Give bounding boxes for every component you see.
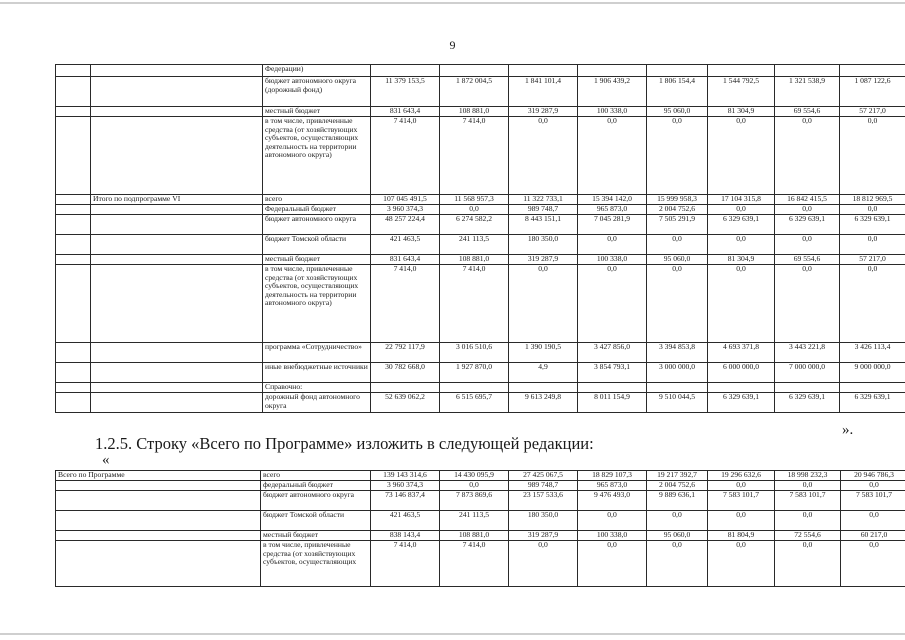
row-label-cell: бюджет автономного округа [261, 491, 371, 511]
row-label-cell: всего [263, 195, 371, 205]
value-cell: 81 804,9 [708, 531, 775, 541]
value-cell: 7 414,0 [371, 541, 440, 587]
value-cell: 0,0 [708, 265, 775, 343]
value-cell: 69 554,6 [775, 107, 840, 117]
page-number: 9 [449, 38, 456, 52]
value-cell: 3 394 853,8 [647, 343, 708, 363]
value-cell: 0,0 [578, 265, 647, 343]
value-cell: 1 087 122,6 [840, 77, 905, 107]
row-group-cell [56, 511, 261, 531]
blank-cell [56, 117, 91, 195]
value-cell: 9 889 636,1 [647, 491, 708, 511]
value-cell [440, 65, 509, 77]
value-cell: 831 643,4 [371, 107, 440, 117]
value-cell [775, 65, 840, 77]
opening-quote: « [102, 452, 110, 468]
value-cell: 831 643,4 [371, 255, 440, 265]
value-cell: 81 304,9 [708, 255, 775, 265]
row-group-cell [91, 255, 263, 265]
table-row [56, 77, 905, 107]
row-label-cell: местный бюджет [263, 255, 371, 265]
value-cell [509, 65, 578, 77]
value-cell: 965 873,0 [578, 481, 647, 491]
value-cell: 3 960 374,3 [371, 205, 440, 215]
value-cell: 7 414,0 [371, 265, 440, 343]
blank-cell [56, 77, 91, 107]
budget-table-subprogram-vi [55, 64, 905, 413]
value-cell: 3 426 113,4 [840, 343, 905, 363]
value-cell: 1 321 538,9 [775, 77, 840, 107]
value-cell [371, 65, 440, 77]
value-cell: 0,0 [840, 265, 905, 343]
table-row [56, 195, 905, 205]
table-row [56, 205, 905, 215]
value-cell: 0,0 [708, 235, 775, 255]
value-cell: 6 329 639,1 [840, 393, 905, 413]
row-label-cell: Федеральный бюджет [263, 205, 371, 215]
blank-cell [56, 363, 91, 383]
blank-cell [56, 215, 91, 235]
row-label-cell: в том числе, привлеченные средства (от хозяйствующих субъектов, осуществляющих деятельность на территории автономного округа) [263, 265, 371, 343]
value-cell: 2 004 752,6 [647, 481, 708, 491]
row-group-cell [91, 215, 263, 235]
row-group-cell [91, 107, 263, 117]
table-row [56, 471, 905, 481]
value-cell: 108 881,0 [440, 255, 509, 265]
value-cell: 0,0 [775, 481, 841, 491]
value-cell: 0,0 [775, 511, 841, 531]
blank-cell [56, 265, 91, 343]
row-group-cell [91, 343, 263, 363]
value-cell: 6 329 639,1 [840, 215, 905, 235]
row-label-cell: дорожный фонд автономного округа [263, 393, 371, 413]
blank-cell [56, 65, 91, 77]
value-cell: 17 104 315,8 [708, 195, 775, 205]
value-cell: 0,0 [509, 265, 578, 343]
blank-cell [56, 383, 91, 393]
value-cell: 6 329 639,1 [775, 393, 840, 413]
blank-cell [56, 205, 91, 215]
value-cell [578, 65, 647, 77]
table-row [56, 541, 905, 587]
value-cell: 95 060,0 [647, 255, 708, 265]
value-cell: 11 322 733,1 [509, 195, 578, 205]
row-label-cell: в том числе, привлеченные средства (от хозяйствующих субъектов, осуществляющих деятельность на территории автономного округа) [263, 117, 371, 195]
value-cell: 0,0 [647, 511, 708, 531]
value-cell: 3 960 374,3 [371, 481, 440, 491]
value-cell: 965 873,0 [578, 205, 647, 215]
row-group-cell [56, 481, 261, 491]
value-cell: 4,9 [509, 363, 578, 383]
value-cell: 2 004 752,6 [647, 205, 708, 215]
value-cell: 0,0 [647, 541, 708, 587]
value-cell [647, 65, 708, 77]
value-cell: 1 806 154,4 [647, 77, 708, 107]
value-cell: 319 287,9 [509, 255, 578, 265]
value-cell: 52 639 062,2 [371, 393, 440, 413]
value-cell: 139 143 314,6 [371, 471, 440, 481]
row-group-cell [91, 205, 263, 215]
budget-table-program-total [55, 470, 905, 587]
table-row [56, 383, 905, 393]
value-cell: 73 146 837,4 [371, 491, 440, 511]
value-cell: 7 414,0 [371, 117, 440, 195]
blank-cell [56, 195, 91, 205]
value-cell: 69 554,6 [775, 255, 840, 265]
value-cell [578, 383, 647, 393]
value-cell: 7 583 101,7 [708, 491, 775, 511]
value-cell: 27 425 067,5 [509, 471, 578, 481]
value-cell: 20 946 786,3 [841, 471, 905, 481]
blank-cell [56, 393, 91, 413]
blank-cell [56, 235, 91, 255]
row-label-cell: Федерации) [263, 65, 371, 77]
value-cell: 3 854 793,1 [578, 363, 647, 383]
value-cell: 18 998 232,3 [775, 471, 841, 481]
table-row [56, 215, 905, 235]
value-cell: 9 000 000,0 [840, 363, 905, 383]
value-cell [775, 383, 840, 393]
table-row [56, 117, 905, 195]
value-cell: 16 842 415,5 [775, 195, 840, 205]
value-cell: 7 414,0 [440, 265, 509, 343]
table-row [56, 255, 905, 265]
value-cell: 11 568 957,3 [440, 195, 509, 205]
row-group-cell [91, 235, 263, 255]
value-cell: 7 583 101,7 [841, 491, 905, 511]
value-cell: 1 872 004,5 [440, 77, 509, 107]
value-cell: 0,0 [647, 117, 708, 195]
value-cell: 0,0 [840, 117, 905, 195]
value-cell: 9 613 249,8 [509, 393, 578, 413]
value-cell: 22 792 117,9 [371, 343, 440, 363]
value-cell: 1 906 439,2 [578, 77, 647, 107]
value-cell: 100 338,0 [578, 255, 647, 265]
value-cell: 319 287,9 [509, 107, 578, 117]
value-cell [440, 383, 509, 393]
row-group-cell [56, 531, 261, 541]
value-cell: 9 476 493,0 [578, 491, 647, 511]
row-label-cell: иные внебюджетные источники [263, 363, 371, 383]
table-row [56, 491, 905, 511]
value-cell: 241 113,5 [440, 235, 509, 255]
value-cell: 7 000 000,0 [775, 363, 840, 383]
value-cell: 100 338,0 [578, 107, 647, 117]
value-cell: 7 505 291,9 [647, 215, 708, 235]
row-label-cell: местный бюджет [263, 107, 371, 117]
value-cell: 0,0 [509, 541, 578, 587]
value-cell: 319 287,9 [509, 531, 578, 541]
value-cell: 23 157 533,6 [509, 491, 578, 511]
value-cell: 1 927 870,0 [440, 363, 509, 383]
value-cell [840, 65, 905, 77]
table-row [56, 481, 905, 491]
table-row [56, 393, 905, 413]
value-cell: 0,0 [841, 481, 905, 491]
value-cell: 7 873 869,6 [440, 491, 509, 511]
value-cell: 8 443 151,1 [509, 215, 578, 235]
value-cell: 18 829 107,3 [578, 471, 647, 481]
row-label-cell: бюджет автономного округа [263, 215, 371, 235]
row-group-cell [91, 117, 263, 195]
value-cell: 57 217,0 [840, 107, 905, 117]
row-group-cell [91, 265, 263, 343]
value-cell: 60 217,0 [841, 531, 905, 541]
value-cell: 1 390 190,5 [509, 343, 578, 363]
value-cell: 19 296 632,6 [708, 471, 775, 481]
value-cell [371, 383, 440, 393]
value-cell [708, 65, 775, 77]
row-group-cell: Всего по Программе [56, 471, 261, 481]
value-cell: 0,0 [708, 481, 775, 491]
blank-cell [56, 255, 91, 265]
value-cell: 989 748,7 [509, 481, 578, 491]
value-cell: 0,0 [509, 117, 578, 195]
value-cell: 180 350,0 [509, 235, 578, 255]
value-cell: 3 443 221,8 [775, 343, 840, 363]
value-cell: 6 274 582,2 [440, 215, 509, 235]
value-cell [647, 383, 708, 393]
scan-top-edge [0, 2, 905, 4]
row-group-cell [91, 77, 263, 107]
value-cell: 421 463,5 [371, 235, 440, 255]
row-group-cell [56, 491, 261, 511]
table-row [56, 107, 905, 117]
table-row [56, 343, 905, 363]
value-cell: 0,0 [578, 117, 647, 195]
value-cell [840, 383, 905, 393]
section-heading: 1.2.5. Строку «Всего по Программе» изложить в следующей редакции: [95, 434, 594, 453]
row-label-cell: местный бюджет [261, 531, 371, 541]
value-cell: 0,0 [840, 205, 905, 215]
value-cell: 0,0 [841, 541, 905, 587]
value-cell: 241 113,5 [440, 511, 509, 531]
value-cell: 7 583 101,7 [775, 491, 841, 511]
value-cell: 7 414,0 [440, 117, 509, 195]
row-group-cell [91, 65, 263, 77]
value-cell: 108 881,0 [440, 531, 509, 541]
value-cell: 6 329 639,1 [775, 215, 840, 235]
row-group-cell [91, 383, 263, 393]
value-cell: 18 812 969,5 [840, 195, 905, 205]
value-cell: 0,0 [708, 511, 775, 531]
row-label-cell: бюджет Томской области [263, 235, 371, 255]
value-cell: 3 016 510,6 [440, 343, 509, 363]
value-cell: 838 143,4 [371, 531, 440, 541]
value-cell: 6 329 639,1 [708, 393, 775, 413]
blank-cell [56, 343, 91, 363]
value-cell: 6 515 695,7 [440, 393, 509, 413]
value-cell: 72 554,6 [775, 531, 841, 541]
scan-bottom-edge [0, 633, 905, 635]
value-cell: 0,0 [440, 481, 509, 491]
value-cell: 11 379 153,5 [371, 77, 440, 107]
value-cell: 15 394 142,0 [578, 195, 647, 205]
value-cell: 0,0 [775, 235, 840, 255]
value-cell: 0,0 [840, 235, 905, 255]
value-cell: 48 257 224,4 [371, 215, 440, 235]
row-label-cell: бюджет автономного округа (дорожный фонд) [263, 77, 371, 107]
row-group-cell [91, 393, 263, 413]
value-cell: 7 045 281,9 [578, 215, 647, 235]
value-cell: 8 011 154,9 [578, 393, 647, 413]
value-cell: 0,0 [708, 117, 775, 195]
row-group-cell [91, 363, 263, 383]
value-cell: 14 430 095,9 [440, 471, 509, 481]
value-cell: 6 000 000,0 [708, 363, 775, 383]
value-cell: 1 544 792,5 [708, 77, 775, 107]
value-cell [509, 383, 578, 393]
value-cell: 0,0 [775, 117, 840, 195]
row-group-cell [56, 541, 261, 587]
value-cell: 0,0 [775, 541, 841, 587]
value-cell [708, 383, 775, 393]
table-row [56, 65, 905, 77]
row-label-cell: программа «Сотрудничество» [263, 343, 371, 363]
value-cell: 1 841 101,4 [509, 77, 578, 107]
value-cell: 0,0 [440, 205, 509, 215]
row-label-cell: федеральный бюджет [261, 481, 371, 491]
value-cell: 107 045 491,5 [371, 195, 440, 205]
value-cell: 0,0 [841, 511, 905, 531]
value-cell: 57 217,0 [840, 255, 905, 265]
value-cell: 180 350,0 [509, 511, 578, 531]
value-cell: 0,0 [578, 511, 647, 531]
row-group-cell: Итого по подпрограмме VI [91, 195, 263, 205]
blank-cell [56, 107, 91, 117]
value-cell: 0,0 [578, 541, 647, 587]
row-label-cell: в том числе, привлеченные средства (от хозяйствующих субъектов, осуществляющих [261, 541, 371, 587]
value-cell: 100 338,0 [578, 531, 647, 541]
value-cell: 0,0 [775, 265, 840, 343]
row-label-cell: всего [261, 471, 371, 481]
value-cell: 421 463,5 [371, 511, 440, 531]
value-cell: 9 510 044,5 [647, 393, 708, 413]
value-cell: 0,0 [647, 265, 708, 343]
closing-quote: ». [842, 422, 854, 438]
value-cell: 989 748,7 [509, 205, 578, 215]
value-cell: 15 999 958,3 [647, 195, 708, 205]
value-cell: 0,0 [578, 235, 647, 255]
value-cell: 95 060,0 [647, 531, 708, 541]
value-cell: 0,0 [708, 205, 775, 215]
value-cell: 0,0 [708, 541, 775, 587]
value-cell: 0,0 [647, 235, 708, 255]
value-cell: 0,0 [775, 205, 840, 215]
value-cell: 3 427 856,0 [578, 343, 647, 363]
value-cell: 4 693 371,8 [708, 343, 775, 363]
value-cell: 108 881,0 [440, 107, 509, 117]
value-cell: 3 000 000,0 [647, 363, 708, 383]
value-cell: 30 782 668,0 [371, 363, 440, 383]
value-cell: 19 217 392,7 [647, 471, 708, 481]
row-label-cell: Справочно: [263, 383, 371, 393]
table-row [56, 531, 905, 541]
value-cell: 81 304,9 [708, 107, 775, 117]
value-cell: 7 414,0 [440, 541, 509, 587]
row-label-cell: бюджет Томской области [261, 511, 371, 531]
table-row [56, 265, 905, 343]
table-row [56, 511, 905, 531]
table-row [56, 363, 905, 383]
value-cell: 95 060,0 [647, 107, 708, 117]
value-cell: 6 329 639,1 [708, 215, 775, 235]
table-row [56, 235, 905, 255]
